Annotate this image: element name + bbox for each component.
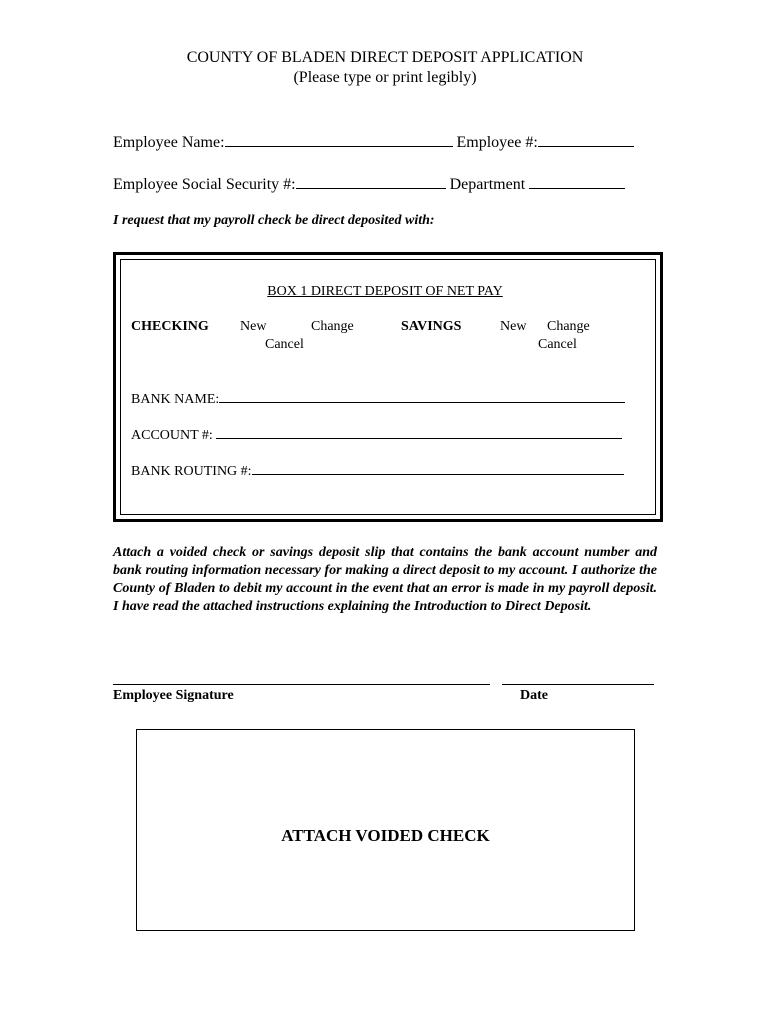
signature-line[interactable] xyxy=(113,684,490,685)
bank-name-field[interactable] xyxy=(219,390,625,403)
checking-cancel-option[interactable]: Cancel xyxy=(265,337,304,352)
form-subtitle: (Please type or print legibly) xyxy=(293,69,477,86)
checking-change-option[interactable]: Change xyxy=(311,319,354,334)
attach-voided-check-label: ATTACH VOIDED CHECK xyxy=(281,826,490,845)
signature-label: Employee Signature xyxy=(113,688,234,703)
savings-change-option[interactable]: Change xyxy=(547,319,590,334)
ssn-field[interactable] xyxy=(296,174,446,189)
request-statement: I request that my payroll check be direct deposited with: xyxy=(113,213,435,228)
employee-number-field[interactable] xyxy=(538,132,634,147)
employee-name-field[interactable] xyxy=(225,132,453,147)
ssn-label: Employee Social Security #: xyxy=(113,176,296,193)
date-line[interactable] xyxy=(502,684,654,685)
savings-label: SAVINGS xyxy=(401,319,462,334)
savings-new-option[interactable]: New xyxy=(500,319,527,334)
checking-new-option[interactable]: New xyxy=(240,319,267,334)
savings-cancel-option[interactable]: Cancel xyxy=(538,337,577,352)
checking-label: CHECKING xyxy=(131,319,209,334)
bank-name-label: BANK NAME: xyxy=(131,392,220,407)
account-row xyxy=(131,426,622,444)
routing-row xyxy=(131,462,624,480)
routing-field[interactable] xyxy=(252,462,624,475)
account-field[interactable] xyxy=(216,426,622,439)
employee-name-label: Employee Name: xyxy=(113,134,225,151)
bank-name-row xyxy=(131,390,625,408)
employee-number-label: Employee #: xyxy=(456,134,538,151)
employee-ssn-row xyxy=(113,174,625,194)
department-label: Department xyxy=(449,176,526,193)
date-label: Date xyxy=(520,688,548,703)
authorization-paragraph: Attach a voided check or savings deposit slip that contains the bank account number and bank routing information necessary for making a direct deposit to my account. I authorize the County of Bladen to debit my account in the event that an error is made in my payroll deposit. I have read the attached instructions explaining the Introduction to Direct Deposit. xyxy=(113,545,657,614)
department-field[interactable] xyxy=(529,174,625,189)
routing-label: BANK ROUTING #: xyxy=(131,464,252,479)
form-title: COUNTY OF BLADEN DIRECT DEPOSIT APPLICATION xyxy=(186,49,584,66)
box1-title: BOX 1 DIRECT DEPOSIT OF NET PAY xyxy=(267,284,503,299)
employee-name-row xyxy=(113,132,634,152)
account-label: ACCOUNT #: xyxy=(131,428,213,443)
